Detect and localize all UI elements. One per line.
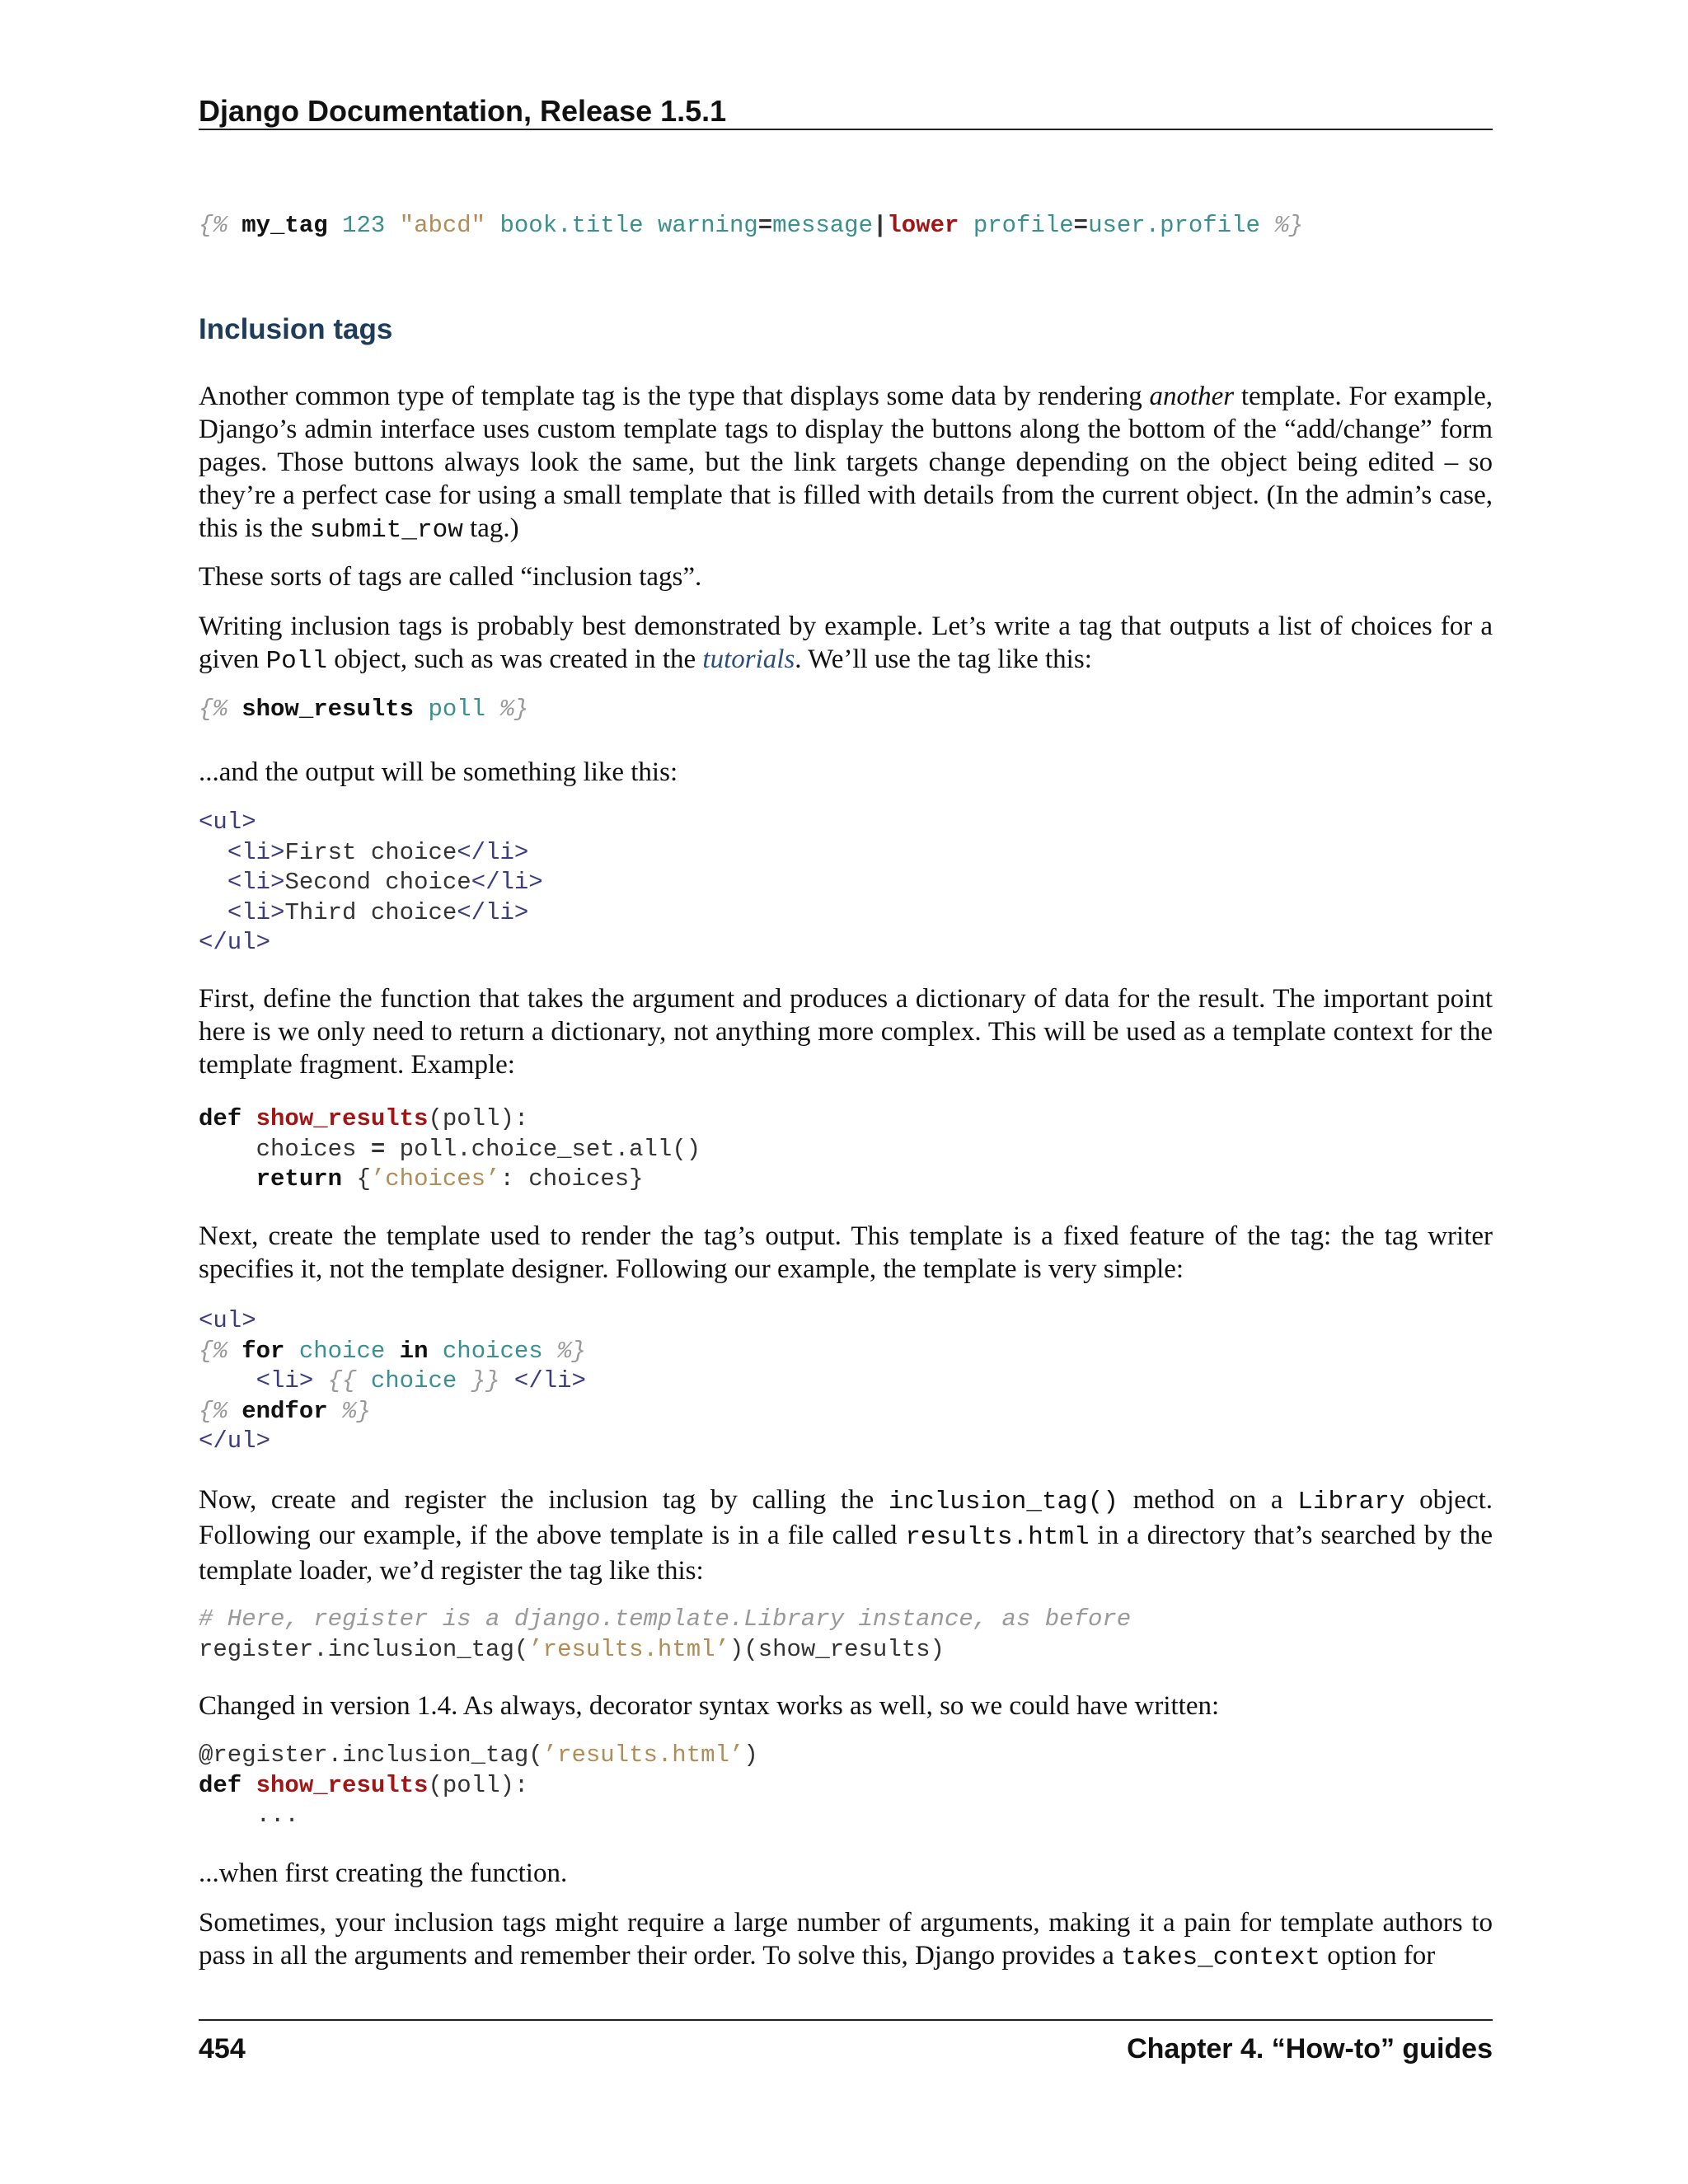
code-block-def-show-results: def show_results(poll): choices = poll.choice_set.all() return {’choices’: choices} — [199, 1105, 701, 1193]
code-block-register: # Here, register is a django.template.Library instance, as before register.inclusion_tag(’results.html’)(show_results) — [199, 1605, 1132, 1663]
header-rule — [199, 129, 1493, 130]
paragraph-example: Writing inclusion tags is probably best demonstrated by example. Let’s write a tag that outputs a list of choices for a given Poll object, such as was created in the tutorials. We’ll use the tag like this: — [199, 612, 1493, 676]
code-block-my-tag: {% my_tag 123 "abcd" book.title warning=message|lower profile=user.profile %} — [199, 212, 1304, 239]
paragraph-register: Now, create and register the inclusion tag by calling the inclusion_tag() method on a Library object. Following our example, if the above template is in a file called results.html in a directory that’s searched by the template loader, we’d register the tag like this: — [199, 1485, 1493, 1586]
code-block-template: <ul> {% for choice in choices %} <li> {{ choice }} </li> {% endfor %} </ul> — [199, 1307, 586, 1455]
code-block-ul-output: <ul> <li>First choice</li> <li>Second choice</li> <li>Third choice</li> </ul> — [199, 808, 543, 956]
paragraph-changed-version: Changed in version 1.4. As always, decorator syntax works as well, so we could have written: — [199, 1691, 1220, 1721]
tutorials-link[interactable]: tutorials — [702, 644, 795, 674]
paragraph-intro: Another common type of template tag is the type that displays some data by rendering another template. For example, Django’s admin interface uses custom template tags to display the buttons along the bottom of the “add/change” form pages. Those buttons always look the same, but the link targets change depending on the object being edited – so they’re a perfect case for using a small template that is filled with details from the current object. (In the admin’s case, this is the submit_row tag.) — [199, 382, 1493, 545]
paragraph-define-function: First, define the function that takes the argument and produces a dictionary of data for the result. The important point here is we only need to return a dictionary, not anything more complex. This will be used as a template context for the template fragment. Example: — [199, 984, 1493, 1080]
chapter-footer: Chapter 4. “How-to” guides — [1127, 2033, 1493, 2064]
paragraph-takes-context: Sometimes, your inclusion tags might require a large number of arguments, making it a pain for template authors to pass in all the arguments and remember their order. To solve this, Django provides a takes_context option for — [199, 1908, 1493, 1972]
footer-rule — [199, 2019, 1493, 2021]
code-block-show-results: {% show_results poll %} — [199, 696, 529, 723]
page-number: 454 — [199, 2033, 246, 2064]
paragraph-inclusion-tags: These sorts of tags are called “inclusion tags”. — [199, 562, 702, 592]
section-title: Inclusion tags — [199, 313, 393, 345]
paragraph-when-first: ...when first creating the function. — [199, 1858, 568, 1888]
running-header: Django Documentation, Release 1.5.1 — [199, 94, 727, 128]
code-block-decorator: @register.inclusion_tag(’results.html’) def show_results(poll): ... — [199, 1741, 758, 1829]
paragraph-create-template: Next, create the template used to render the tag’s output. This template is a fixed feature of the tag: the tag writer specifies it, not the template designer. Following our example, the template is very simple: — [199, 1221, 1493, 1284]
paragraph-output: ...and the output will be something like this: — [199, 757, 678, 787]
